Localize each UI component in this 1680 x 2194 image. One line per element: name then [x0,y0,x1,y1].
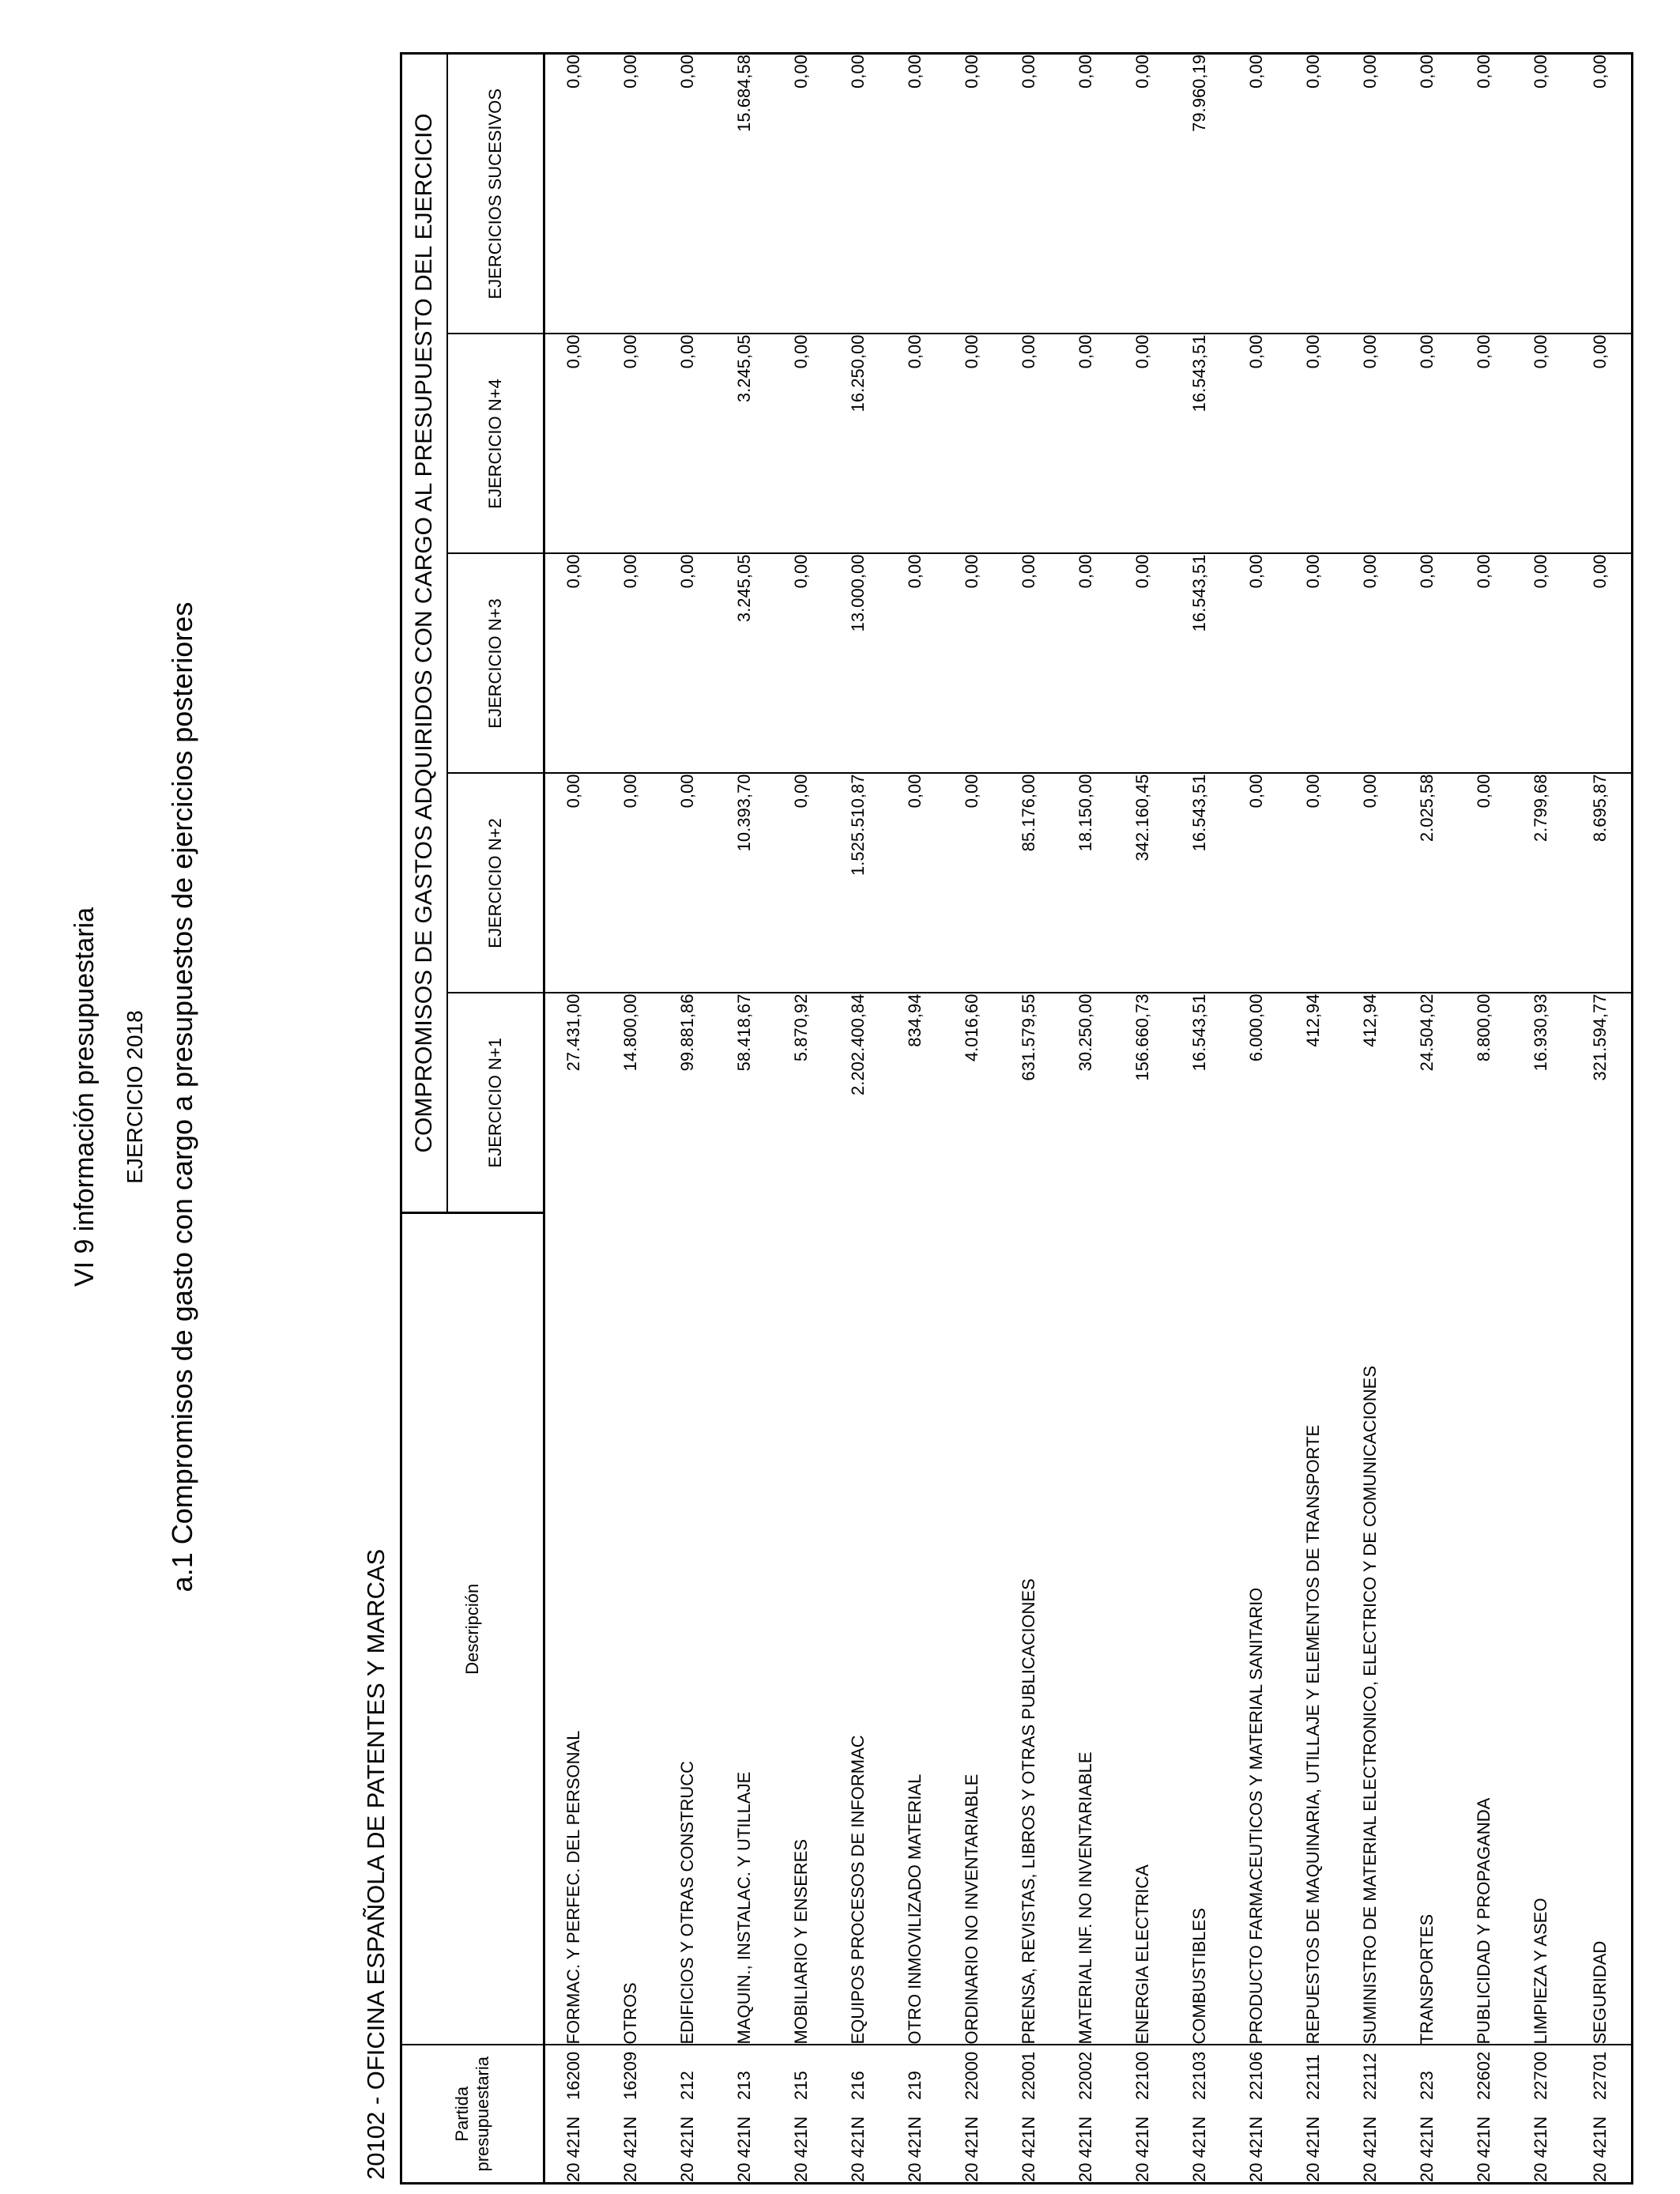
partida-cell [1057,2045,1114,2184]
n4-cell: 0,00 [659,334,716,554]
n2-cell: 0,00 [1285,774,1342,993]
table-body [544,54,1633,2184]
description-cell: PRENSA, REVISTAS, LIBROS Y OTRAS PUBLICACIONES [1000,1213,1057,2045]
n3-cell: 0,00 [1057,554,1114,774]
n3-cell: 0,00 [1000,554,1057,774]
sucesivos-cell: 0,00 [944,54,1000,334]
n1-cell: 5.870,92 [791,993,811,1062]
n2-cell: 85.176,00 [1000,774,1057,993]
n1-cell: 4.016,60 [962,993,981,1062]
n2-cell: 0,00 [659,774,716,993]
partida-subconcept: 22002 [1075,2051,1095,2100]
n4-cell: 0,00 [773,334,830,554]
partida-subconcept: 22111 [1303,2054,1323,2100]
table-row [1512,54,1569,2184]
col-header-partida: Partida presupuestaria [401,2045,544,2184]
sucesivos-cell: 0,00 [1228,54,1285,334]
n2-cell: 0,00 [602,774,659,993]
n3-cell: 0,00 [1399,554,1456,774]
sucesivos-cell: 0,00 [1000,54,1057,334]
partida-subconcept: 215 [791,2071,811,2100]
n2-cell: 0,00 [944,774,1000,993]
partida-cell [773,2045,830,2184]
partida-code: 20 421N [1189,2116,1209,2182]
description-cell: MAQUIN., INSTALAC. Y UTILLAJE [716,1213,773,2045]
description-cell: TRANSPORTES [1399,1213,1456,2045]
n1-cell: 412,94 [1360,993,1380,1047]
partida-subconcept: 22112 [1360,2053,1380,2100]
n3-cell: 0,00 [773,554,830,774]
table-row [716,54,773,2184]
partida-code: 20 421N [1019,2116,1038,2182]
header-row-group [401,54,448,2184]
n1-cell: 631.579,55 [1019,993,1038,1081]
partida-cell [1456,2045,1512,2184]
n2-cell: 0,00 [544,774,603,993]
sucesivos-cell: 0,00 [1399,54,1456,334]
partida-subconcept: 16209 [620,2051,640,2100]
n1-cell: 58.418,67 [734,993,754,1072]
table-row [602,54,659,2184]
n1-cell: 24.504,02 [1417,993,1437,1072]
n4-cell: 0,00 [544,334,603,554]
n4-cell: 0,00 [1399,334,1456,554]
n3-cell: 0,00 [659,554,716,774]
n3-cell: 0,00 [1456,554,1512,774]
table-row [1342,54,1399,2184]
n1-cell: 16.543,51 [1189,993,1209,1072]
description-cell: ORDINARIO NO INVENTARIABLE [944,1213,1000,2045]
n4-cell: 0,00 [1569,334,1633,554]
n2-cell: 0,00 [1228,774,1285,993]
n4-cell: 0,00 [1456,334,1512,554]
n1-cell: 6.000,00 [1246,993,1266,1062]
description-cell: PUBLICIDAD Y PROPAGANDA [1456,1213,1512,2045]
col-header-n4: EJERCICIO N+4 [447,334,544,554]
partida-cell [544,2045,603,2184]
partida-code: 20 421N [791,2116,811,2182]
partida-code: 20 421N [677,2116,697,2182]
n3-cell: 0,00 [944,554,1000,774]
table-row [659,54,716,2184]
col-header-descripcion: Descripción [401,1213,544,2045]
table-row [1171,54,1228,2184]
n3-cell: 0,00 [887,554,944,774]
sucesivos-cell: 0,00 [659,54,716,334]
n3-cell: 0,00 [602,554,659,774]
sucesivos-cell: 0,00 [1342,54,1399,334]
table-row [830,54,887,2184]
n3-cell: 3.245,05 [716,554,773,774]
n1-cell: 8.800,00 [1474,993,1494,1062]
n1-cell: 834,94 [905,993,925,1047]
n1-cell: 412,94 [1303,993,1323,1047]
n2-cell: 2.799,68 [1512,774,1569,993]
partida-cell [944,2045,1000,2184]
table-row [1399,54,1456,2184]
report-subtitle: a.1 Compromisos de gasto con cargo a presupuestos de ejercicios posteriores [166,601,198,1593]
sucesivos-cell: 0,00 [887,54,944,334]
n3-cell: 0,00 [1342,554,1399,774]
description-cell: OTRO INMOVILIZADO MATERIAL [887,1213,944,2045]
organism-name: 20102 - OFICINA ESPAÑOLA DE PATENTES Y MARCAS [362,1548,390,2180]
partida-cell [659,2045,716,2184]
n3-cell: 0,00 [1285,554,1342,774]
partida-subconcept: 213 [734,2071,754,2100]
description-cell: MOBILIARIO Y ENSERES [773,1213,830,2045]
n4-cell: 0,00 [602,334,659,554]
partida-cell [716,2045,773,2184]
partida-cell [1228,2045,1285,2184]
table-row [544,54,603,2184]
sucesivos-cell: 0,00 [1456,54,1512,334]
partida-code: 20 421N [1132,2116,1152,2182]
n2-cell: 0,00 [1342,774,1399,993]
n2-cell: 2.025,58 [1399,774,1456,993]
partida-code: 20 421N [1303,2116,1323,2182]
partida-code: 20 421N [905,2116,925,2182]
sucesivos-cell: 0,00 [1285,54,1342,334]
table-row [1000,54,1057,2184]
n3-cell: 0,00 [1512,554,1569,774]
n2-cell: 0,00 [773,774,830,993]
sucesivos-cell: 0,00 [830,54,887,334]
sucesivos-cell: 0,00 [1114,54,1171,334]
partida-subconcept: 212 [677,2071,697,2100]
sucesivos-cell: 15.684,58 [716,54,773,334]
n4-cell: 0,00 [1000,334,1057,554]
partida-cell [1171,2045,1228,2184]
partida-cell [1512,2045,1569,2184]
table-row [944,54,1000,2184]
description-cell: ENERGIA ELECTRICA [1114,1213,1171,2045]
partida-code: 20 421N [734,2116,754,2182]
n1-cell: 14.800,00 [620,993,640,1072]
partida-subconcept: 22602 [1474,2051,1494,2100]
partida-code: 20 421N [1075,2116,1095,2182]
table-row [773,54,830,2184]
n4-cell: 0,00 [1285,334,1342,554]
commitments-table [400,52,1633,2185]
partida-subconcept: 22103 [1189,2051,1209,2100]
description-cell: SUMINISTRO DE MATERIAL ELECTRONICO, ELECTRICO Y DE COMUNICACIONES [1342,1213,1399,2045]
col-header-n3: EJERCICIO N+3 [447,554,544,774]
description-cell: FORMAC. Y PERFEC. DEL PERSONAL [544,1213,603,2045]
n4-cell: 0,00 [887,334,944,554]
sucesivos-cell: 0,00 [1569,54,1633,334]
n1-cell: 16.930,93 [1531,993,1550,1072]
partida-cell [1342,2045,1399,2184]
n3-cell: 13.000,00 [830,554,887,774]
partida-code: 20 421N [962,2116,981,2182]
n3-cell: 0,00 [1569,554,1633,774]
n1-cell: 27.431,00 [563,993,583,1072]
partida-cell [830,2045,887,2184]
n4-cell: 0,00 [944,334,1000,554]
table-row [887,54,944,2184]
n2-cell: 8.695,87 [1569,774,1633,993]
description-cell: LIMPIEZA Y ASEO [1512,1213,1569,2045]
n4-cell: 16.250,00 [830,334,887,554]
partida-subconcept: 22000 [962,2051,981,2100]
n2-cell: 342.160,45 [1114,774,1171,993]
description-cell: SEGURIDAD [1569,1213,1633,2045]
n1-cell: 321.594,77 [1590,993,1610,1081]
description-cell: COMBUSTIBLES [1171,1213,1228,2045]
sucesivos-cell: 0,00 [1057,54,1114,334]
partida-code: 20 421N [1246,2116,1266,2182]
n1-cell: 30.250,00 [1075,993,1095,1072]
sucesivos-cell: 0,00 [602,54,659,334]
partida-subconcept: 22700 [1531,2051,1550,2100]
table-row [1456,54,1512,2184]
partida-subconcept: 22001 [1019,2051,1038,2100]
partida-subconcept: 22701 [1590,2051,1610,2100]
partida-subconcept: 219 [905,2071,925,2100]
description-cell: MATERIAL INF. NO INVENTARIABLE [1057,1213,1114,2045]
col-header-n2: EJERCICIO N+2 [447,774,544,993]
report-year: EJERCICIO 2018 [122,1010,147,1184]
sucesivos-cell: 0,00 [544,54,603,334]
description-cell: EDIFICIOS Y OTRAS CONSTRUCC [659,1213,716,2045]
partida-subconcept: 216 [848,2071,868,2100]
description-cell: OTROS [602,1213,659,2045]
sucesivos-cell: 0,00 [773,54,830,334]
partida-cell [602,2045,659,2184]
n1-cell: 2.202.400,84 [848,993,868,1095]
partida-subconcept: 16200 [563,2051,583,2100]
partida-cell [1000,2045,1057,2184]
n4-cell: 0,00 [1342,334,1399,554]
report-title: VI 9 información presupuestaria [70,907,100,1287]
partida-cell [887,2045,944,2184]
n4-cell: 0,00 [1057,334,1114,554]
description-cell: REPUESTOS DE MAQUINARIA, UTILLAJE Y ELEMENTOS DE TRANSPORTE [1285,1213,1342,2045]
n4-cell: 0,00 [1512,334,1569,554]
partida-code: 20 421N [1590,2116,1610,2182]
partida-code: 20 421N [563,2116,583,2182]
partida-code: 20 421N [1417,2116,1437,2182]
partida-code: 20 421N [848,2116,868,2182]
partida-subconcept: 223 [1417,2071,1437,2100]
n4-cell: 3.245,05 [716,334,773,554]
n2-cell: 18.150,00 [1057,774,1114,993]
n3-cell: 0,00 [1114,554,1171,774]
n1-cell: 156.660,73 [1132,993,1152,1081]
sucesivos-cell: 0,00 [1512,54,1569,334]
description-cell: EQUIPOS PROCESOS DE INFORMAC [830,1213,887,2045]
table-row [1057,54,1114,2184]
partida-code: 20 421N [620,2116,640,2182]
n2-cell: 16.543,51 [1171,774,1228,993]
n4-cell: 0,00 [1114,334,1171,554]
partida-code: 20 421N [1474,2116,1494,2182]
n4-cell: 16.543,51 [1171,334,1228,554]
n3-cell: 16.543,51 [1171,554,1228,774]
n3-cell: 0,00 [544,554,603,774]
table-row [1228,54,1285,2184]
description-cell: PRODUCTO FARMACEUTICOS Y MATERIAL SANITARIO [1228,1213,1285,2045]
partida-cell [1114,2045,1171,2184]
n2-cell: 1.525.510,87 [830,774,887,993]
col-header-sucesivos: EJERCICIOS SUCESIVOS [447,54,544,334]
table-row [1569,54,1633,2184]
partida-subconcept: 22106 [1246,2051,1266,2100]
n4-cell: 0,00 [1228,334,1285,554]
sucesivos-cell: 79.960,19 [1171,54,1228,334]
partida-code: 20 421N [1360,2116,1380,2182]
col-header-n1: EJERCICIO N+1 [447,993,544,1213]
n2-cell: 10.393,70 [716,774,773,993]
partida-cell [1399,2045,1456,2184]
table-row [1285,54,1342,2184]
n3-cell: 0,00 [1228,554,1285,774]
n2-cell: 0,00 [887,774,944,993]
col-header-compromisos: COMPROMISOS DE GASTOS ADQUIRIDOS CON CARGO AL PRESUPUESTO DEL EJERCICIO [401,54,448,1213]
partida-code: 20 421N [1531,2116,1550,2182]
partida-cell [1285,2045,1342,2184]
partida-subconcept: 22100 [1132,2051,1152,2100]
n1-cell: 99.881,86 [677,993,697,1072]
partida-cell [1569,2045,1633,2184]
n2-cell: 0,00 [1456,774,1512,993]
table-row [1114,54,1171,2184]
